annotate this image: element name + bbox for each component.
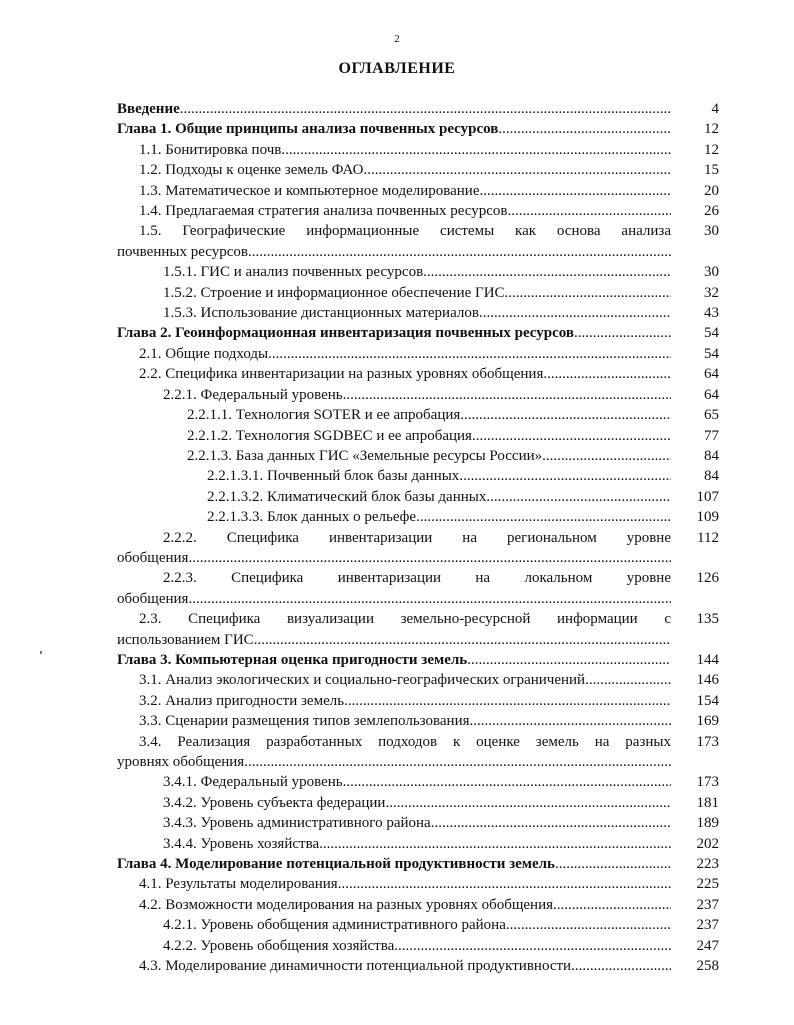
dot-leader bbox=[423, 262, 671, 282]
toc-entry[interactable] bbox=[117, 140, 719, 160]
toc-page-number: 84 bbox=[704, 447, 719, 464]
toc-entry[interactable] bbox=[117, 813, 719, 833]
toc-entry-title-continued: обобщения bbox=[117, 590, 189, 607]
toc-page-number: 107 bbox=[696, 488, 719, 505]
toc-page-number: 144 bbox=[696, 651, 719, 668]
dot-leader bbox=[363, 160, 671, 180]
toc-entry[interactable] bbox=[117, 670, 719, 690]
toc-entry-title: 2.2.1.2. Технология SGDBEC и ее апробация bbox=[187, 427, 472, 444]
toc-entry-title: 3.4.4. Уровень хозяйства bbox=[163, 835, 320, 852]
toc-entry[interactable] bbox=[117, 711, 719, 731]
dot-leader bbox=[486, 487, 671, 507]
dot-leader bbox=[268, 344, 671, 364]
toc-page-number: 65 bbox=[704, 407, 719, 424]
toc-entry-title: 4.1. Результаты моделирования bbox=[139, 876, 338, 893]
table-of-contents bbox=[117, 99, 719, 976]
toc-page-number: 4 bbox=[711, 101, 719, 117]
margin-mark bbox=[40, 651, 42, 654]
toc-entry[interactable] bbox=[117, 650, 719, 670]
dot-leader bbox=[467, 650, 671, 670]
toc-page-number: 154 bbox=[696, 692, 719, 709]
toc-page-number: 12 bbox=[704, 121, 719, 138]
toc-entry[interactable] bbox=[117, 181, 719, 201]
toc-page-number: 225 bbox=[696, 876, 719, 893]
toc-entry[interactable] bbox=[117, 323, 719, 343]
toc-entry[interactable] bbox=[117, 793, 719, 813]
toc-page-number: 202 bbox=[696, 835, 719, 852]
toc-entry-title: 1.5.2. Строение и информационное обеспечение ГИС bbox=[163, 284, 505, 301]
dot-leader bbox=[416, 507, 671, 527]
toc-entry[interactable] bbox=[117, 201, 719, 221]
dot-leader bbox=[472, 426, 671, 446]
toc-entry[interactable] bbox=[117, 854, 719, 874]
dot-leader bbox=[281, 140, 671, 160]
toc-entry-title-continued: почвенных ресурсов bbox=[117, 243, 248, 260]
toc-page-number: 30 bbox=[704, 223, 719, 240]
toc-entry[interactable] bbox=[117, 119, 719, 139]
toc-page-number: 109 bbox=[696, 509, 719, 526]
dot-leader bbox=[574, 323, 671, 343]
toc-entry[interactable] bbox=[117, 956, 719, 976]
dot-leader bbox=[343, 385, 671, 405]
toc-page-number: 30 bbox=[704, 264, 719, 281]
toc-entry-title: 1.1. Бонитировка почв bbox=[139, 141, 282, 158]
toc-page-number: 64 bbox=[704, 386, 719, 403]
toc-entry-title: 2.2.1.3.1. Почвенный блок базы данных bbox=[207, 468, 460, 485]
dot-leader bbox=[394, 936, 671, 956]
dot-leader bbox=[480, 181, 672, 201]
toc-page-number: 173 bbox=[696, 733, 719, 750]
toc-entry[interactable] bbox=[117, 221, 719, 262]
toc-entry-title: Глава 1. Общие принципы анализа почвенных ресурсов bbox=[117, 121, 499, 138]
dot-leader bbox=[338, 874, 671, 894]
dot-leader bbox=[180, 99, 671, 119]
toc-page-number: 146 bbox=[696, 672, 719, 689]
dot-leader bbox=[585, 670, 671, 690]
toc-entry-title: 1.4. Предлагаемая стратегия анализа почвенных ресурсов bbox=[139, 203, 508, 220]
dot-leader bbox=[553, 895, 671, 915]
dot-leader bbox=[344, 691, 671, 711]
toc-page-number: 54 bbox=[704, 345, 719, 362]
toc-entry-title: Введение bbox=[117, 101, 180, 117]
toc-entry-title: 4.3. Моделирование динамичности потенциальной продуктивности bbox=[139, 958, 572, 975]
toc-entry-title: 4.2.2. Уровень обобщения хозяйства bbox=[163, 937, 395, 954]
toc-entry-title: Глава 2. Геоинформационная инвентаризация почвенных ресурсов bbox=[117, 325, 574, 342]
toc-page-number: 64 bbox=[704, 366, 719, 383]
toc-page-number: 112 bbox=[697, 529, 719, 546]
page-title: ОГЛАВЛЕНИЕ bbox=[338, 60, 456, 77]
toc-entry[interactable] bbox=[117, 262, 719, 282]
toc-entry[interactable] bbox=[117, 915, 719, 935]
toc-page-number: 20 bbox=[704, 182, 719, 199]
dot-leader bbox=[188, 548, 671, 568]
toc-entry-title: 2.3. Специфика визуализации земельно-ресурсной информации с bbox=[139, 611, 671, 628]
dot-leader bbox=[459, 466, 671, 486]
dot-leader bbox=[506, 915, 671, 935]
toc-page-number: 181 bbox=[696, 794, 719, 811]
toc-entry-title: 2.2.1.1. Технология SOTER и ее апробация bbox=[187, 407, 461, 424]
toc-entry[interactable] bbox=[117, 568, 719, 609]
dot-leader bbox=[319, 834, 671, 854]
toc-entry[interactable] bbox=[117, 283, 719, 303]
toc-entry[interactable] bbox=[117, 446, 719, 466]
toc-entry[interactable] bbox=[117, 732, 719, 773]
toc-page-number: 32 bbox=[704, 284, 719, 301]
toc-entry-title: 2.2. Специфика инвентаризации на разных уровнях обобщения bbox=[139, 366, 544, 383]
dot-leader bbox=[248, 242, 671, 262]
toc-page-number: 258 bbox=[696, 958, 719, 975]
dot-leader bbox=[555, 854, 671, 874]
toc-page-number: 169 bbox=[696, 713, 719, 730]
toc-entry[interactable] bbox=[117, 487, 719, 507]
toc-page-number: 173 bbox=[696, 774, 719, 791]
toc-entry[interactable] bbox=[117, 528, 719, 569]
toc-entry[interactable] bbox=[117, 772, 719, 792]
toc-entry-title: 1.5.1. ГИС и анализ почвенных ресурсов bbox=[163, 264, 424, 281]
toc-entry-title: 3.4.3. Уровень административного района bbox=[163, 815, 431, 832]
toc-entry-title: Глава 4. Моделирование потенциальной продуктивности земель bbox=[117, 856, 555, 873]
dot-leader bbox=[505, 283, 671, 303]
toc-entry[interactable] bbox=[117, 405, 719, 425]
toc-entry[interactable] bbox=[117, 303, 719, 323]
toc-entry-title: 2.1. Общие подходы bbox=[139, 345, 269, 362]
dot-leader bbox=[188, 589, 671, 609]
toc-page-number: 84 bbox=[704, 468, 719, 485]
toc-entry-title: 4.2.1. Уровень обобщения административного района bbox=[163, 917, 506, 934]
toc-page-number: 126 bbox=[696, 570, 719, 587]
toc-entry[interactable] bbox=[117, 936, 719, 956]
toc-page-number: 12 bbox=[704, 141, 719, 158]
toc-entry-title: 2.2.3. Специфика инвентаризации на локальном уровне bbox=[163, 570, 671, 587]
toc-entry-title: 3.4.1. Федеральный уровень bbox=[163, 774, 343, 791]
toc-page-number: 26 bbox=[704, 203, 719, 220]
toc-page-number: 43 bbox=[704, 305, 719, 322]
toc-entry-title: 1.2. Подходы к оценке земель ФАО bbox=[139, 162, 364, 179]
toc-entry[interactable] bbox=[117, 895, 719, 915]
dot-leader bbox=[498, 119, 671, 139]
toc-entry[interactable] bbox=[117, 344, 719, 364]
toc-entry[interactable] bbox=[117, 834, 719, 854]
toc-entry-title: 2.2.1.3. База данных ГИС «Земельные ресурсы России» bbox=[187, 447, 543, 464]
dot-leader bbox=[542, 446, 671, 466]
dot-leader bbox=[543, 364, 671, 384]
dot-leader bbox=[460, 405, 671, 425]
toc-page-number: 135 bbox=[696, 611, 719, 628]
toc-entry[interactable] bbox=[117, 507, 719, 527]
toc-entry-title: 2.2.2. Специфика инвентаризации на региональном уровне bbox=[163, 529, 671, 546]
toc-entry[interactable] bbox=[117, 691, 719, 711]
toc-entry-title: 1.5.3. Использование дистанционных материалов bbox=[163, 305, 479, 322]
toc-entry-title: 3.4. Реализация разработанных подходов к оценке земель на разных bbox=[139, 733, 671, 750]
toc-page-number: 237 bbox=[696, 917, 719, 934]
toc-entry-title: 1.3. Математическое и компьютерное моделирование bbox=[139, 182, 480, 199]
toc-entry-title: 2.2.1. Федеральный уровень bbox=[163, 386, 343, 403]
toc-entry-title: 3.4.2. Уровень субъекта федерации bbox=[163, 794, 386, 811]
toc-entry-title: 3.2. Анализ пригодности земель bbox=[139, 692, 345, 709]
dot-leader bbox=[507, 201, 671, 221]
toc-entry-title: 3.1. Анализ экологических и социально-географических ограничений bbox=[139, 672, 586, 689]
toc-entry[interactable] bbox=[117, 466, 719, 486]
toc-entry[interactable] bbox=[117, 385, 719, 405]
toc-entry-title: 2.2.1.3.2. Климатический блок базы данных bbox=[207, 488, 487, 505]
toc-entry-title: 3.3. Сценарии размещения типов землепользования bbox=[139, 713, 470, 730]
dot-leader bbox=[343, 772, 671, 792]
dot-leader bbox=[431, 813, 671, 833]
toc-entry[interactable] bbox=[117, 426, 719, 446]
toc-page-number: 189 bbox=[696, 815, 719, 832]
toc-entry[interactable] bbox=[117, 160, 719, 180]
toc-page-number: 247 bbox=[696, 937, 719, 954]
toc-page-number: 237 bbox=[696, 896, 719, 913]
dot-leader bbox=[385, 793, 671, 813]
toc-entry[interactable] bbox=[117, 99, 719, 119]
toc-entry-title-continued: уровнях обобщения bbox=[117, 754, 245, 770]
toc-page-number: 77 bbox=[704, 427, 719, 444]
dot-leader bbox=[244, 752, 671, 772]
toc-entry-title-continued: использованием ГИС bbox=[117, 631, 254, 648]
dot-leader bbox=[254, 630, 671, 650]
toc-entry-title: 1.5. Географические информационные системы как основа анализа bbox=[139, 223, 671, 240]
toc-entry[interactable] bbox=[117, 874, 719, 894]
toc-entry-title: 2.2.1.3.3. Блок данных о рельефе bbox=[207, 509, 417, 526]
toc-entry-title: 4.2. Возможности моделирования на разных уровнях обобщения bbox=[139, 896, 554, 913]
page-number: 2 bbox=[394, 33, 400, 45]
toc-entry-title-continued: обобщения bbox=[117, 549, 189, 566]
dot-leader bbox=[479, 303, 671, 323]
toc-page-number: 223 bbox=[696, 856, 719, 873]
dot-leader bbox=[470, 711, 671, 731]
dot-leader bbox=[571, 956, 671, 976]
toc-entry[interactable] bbox=[117, 609, 719, 650]
toc-entry[interactable] bbox=[117, 364, 719, 384]
toc-page-number: 15 bbox=[704, 162, 719, 179]
toc-entry-title: Глава 3. Компьютерная оценка пригодности земель bbox=[117, 651, 468, 668]
toc-page-number: 54 bbox=[704, 325, 719, 342]
